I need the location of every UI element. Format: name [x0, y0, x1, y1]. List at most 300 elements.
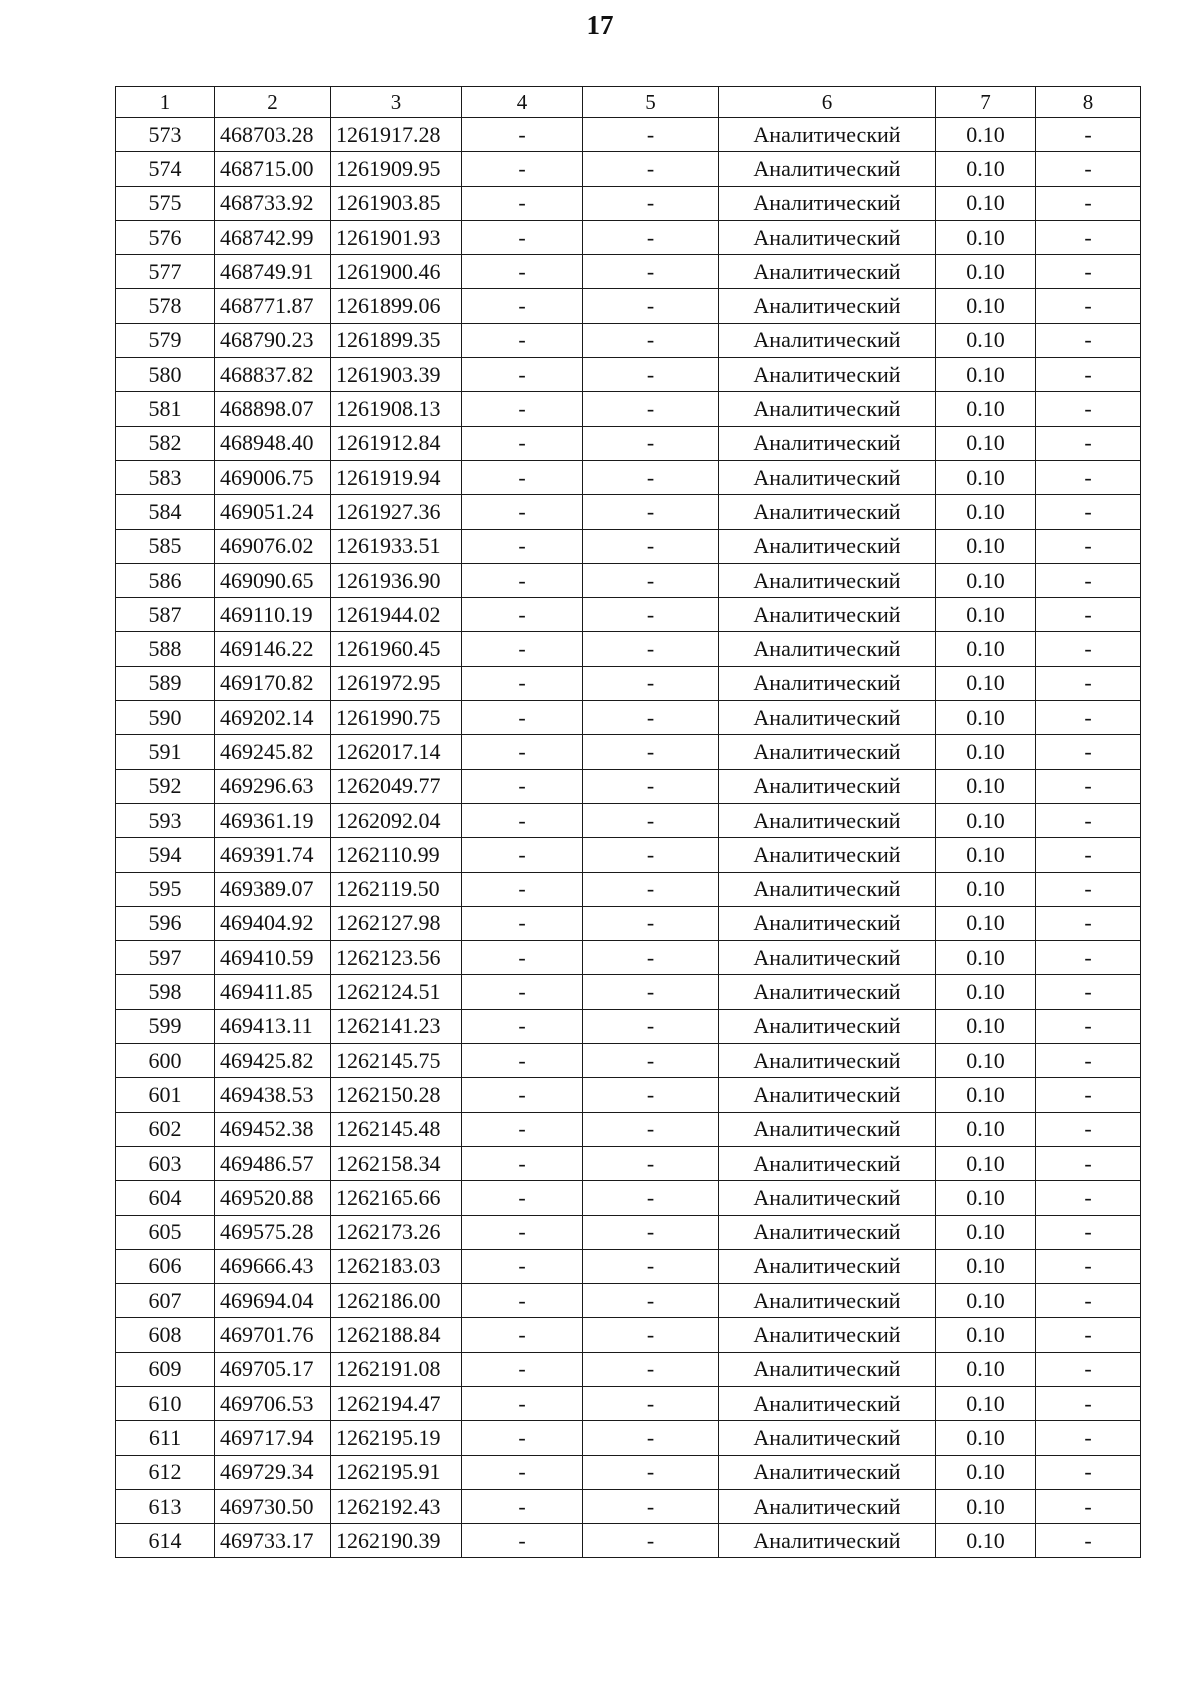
cell-col-8: - — [1036, 666, 1141, 700]
cell-col-4: - — [462, 1112, 583, 1146]
cell-col-8: - — [1036, 1284, 1141, 1318]
cell-col-8: - — [1036, 838, 1141, 872]
cell-accuracy: 0.10 — [936, 1318, 1036, 1352]
cell-accuracy: 0.10 — [936, 1146, 1036, 1180]
cell-point-number: 592 — [116, 769, 215, 803]
cell-accuracy: 0.10 — [936, 1009, 1036, 1043]
cell-x-coordinate: 469361.19 — [215, 803, 331, 837]
cell-point-number: 609 — [116, 1352, 215, 1386]
cell-method: Аналитический — [719, 358, 936, 392]
cell-col-8: - — [1036, 1421, 1141, 1455]
column-header-6: 6 — [719, 87, 936, 118]
cell-col-4: - — [462, 460, 583, 494]
cell-y-coordinate: 1262145.75 — [331, 1044, 462, 1078]
cell-col-4: - — [462, 255, 583, 289]
cell-x-coordinate: 469730.50 — [215, 1489, 331, 1523]
cell-col-5: - — [583, 1318, 719, 1352]
cell-y-coordinate: 1262150.28 — [331, 1078, 462, 1112]
cell-point-number: 605 — [116, 1215, 215, 1249]
cell-x-coordinate: 469717.94 — [215, 1421, 331, 1455]
cell-x-coordinate: 469170.82 — [215, 666, 331, 700]
cell-accuracy: 0.10 — [936, 872, 1036, 906]
cell-x-coordinate: 469051.24 — [215, 495, 331, 529]
cell-point-number: 611 — [116, 1421, 215, 1455]
cell-col-4: - — [462, 186, 583, 220]
cell-y-coordinate: 1261933.51 — [331, 529, 462, 563]
cell-x-coordinate: 468790.23 — [215, 323, 331, 357]
cell-x-coordinate: 469706.53 — [215, 1386, 331, 1420]
cell-col-8: - — [1036, 152, 1141, 186]
cell-y-coordinate: 1261900.46 — [331, 255, 462, 289]
cell-col-5: - — [583, 735, 719, 769]
table-row — [116, 1215, 1141, 1249]
cell-col-4: - — [462, 803, 583, 837]
cell-point-number: 589 — [116, 666, 215, 700]
column-header-3: 3 — [331, 87, 462, 118]
cell-x-coordinate: 468715.00 — [215, 152, 331, 186]
cell-col-5: - — [583, 460, 719, 494]
cell-col-4: - — [462, 769, 583, 803]
cell-method: Аналитический — [719, 289, 936, 323]
cell-col-4: - — [462, 358, 583, 392]
cell-col-5: - — [583, 392, 719, 426]
cell-y-coordinate: 1261903.85 — [331, 186, 462, 220]
cell-method: Аналитический — [719, 1044, 936, 1078]
cell-y-coordinate: 1262110.99 — [331, 838, 462, 872]
cell-y-coordinate: 1262017.14 — [331, 735, 462, 769]
cell-point-number: 586 — [116, 563, 215, 597]
table-row — [116, 838, 1141, 872]
cell-col-5: - — [583, 941, 719, 975]
cell-accuracy: 0.10 — [936, 735, 1036, 769]
cell-accuracy: 0.10 — [936, 1352, 1036, 1386]
cell-point-number: 604 — [116, 1181, 215, 1215]
table-row — [116, 118, 1141, 152]
table-row — [116, 563, 1141, 597]
cell-x-coordinate: 469404.92 — [215, 906, 331, 940]
cell-method: Аналитический — [719, 220, 936, 254]
cell-method: Аналитический — [719, 1489, 936, 1523]
cell-col-8: - — [1036, 1044, 1141, 1078]
cell-method: Аналитический — [719, 495, 936, 529]
cell-accuracy: 0.10 — [936, 529, 1036, 563]
cell-accuracy: 0.10 — [936, 1421, 1036, 1455]
table-row — [116, 426, 1141, 460]
cell-x-coordinate: 469146.22 — [215, 632, 331, 666]
cell-y-coordinate: 1262145.48 — [331, 1112, 462, 1146]
cell-point-number: 583 — [116, 460, 215, 494]
cell-point-number: 596 — [116, 906, 215, 940]
cell-y-coordinate: 1261990.75 — [331, 701, 462, 735]
cell-col-8: - — [1036, 1009, 1141, 1043]
cell-col-8: - — [1036, 735, 1141, 769]
cell-y-coordinate: 1261899.35 — [331, 323, 462, 357]
cell-method: Аналитический — [719, 1215, 936, 1249]
cell-col-4: - — [462, 323, 583, 357]
table-row — [116, 1078, 1141, 1112]
cell-col-4: - — [462, 838, 583, 872]
cell-point-number: 603 — [116, 1146, 215, 1180]
table-row — [116, 632, 1141, 666]
cell-point-number: 602 — [116, 1112, 215, 1146]
cell-x-coordinate: 469694.04 — [215, 1284, 331, 1318]
cell-y-coordinate: 1261903.39 — [331, 358, 462, 392]
cell-col-5: - — [583, 1112, 719, 1146]
cell-method: Аналитический — [719, 975, 936, 1009]
cell-y-coordinate: 1262123.56 — [331, 941, 462, 975]
cell-col-8: - — [1036, 1146, 1141, 1180]
table-row — [116, 186, 1141, 220]
cell-y-coordinate: 1262141.23 — [331, 1009, 462, 1043]
cell-col-4: - — [462, 152, 583, 186]
cell-col-5: - — [583, 118, 719, 152]
cell-col-4: - — [462, 392, 583, 426]
cell-x-coordinate: 469391.74 — [215, 838, 331, 872]
cell-col-4: - — [462, 1455, 583, 1489]
cell-point-number: 598 — [116, 975, 215, 1009]
column-header-5: 5 — [583, 87, 719, 118]
cell-accuracy: 0.10 — [936, 426, 1036, 460]
cell-x-coordinate: 469410.59 — [215, 941, 331, 975]
table-row — [116, 769, 1141, 803]
cell-col-5: - — [583, 1044, 719, 1078]
page-number: 17 — [586, 10, 614, 40]
cell-col-8: - — [1036, 1386, 1141, 1420]
cell-accuracy: 0.10 — [936, 1386, 1036, 1420]
cell-col-5: - — [583, 289, 719, 323]
cell-point-number: 601 — [116, 1078, 215, 1112]
cell-col-5: - — [583, 838, 719, 872]
cell-col-4: - — [462, 1284, 583, 1318]
cell-y-coordinate: 1262049.77 — [331, 769, 462, 803]
cell-accuracy: 0.10 — [936, 769, 1036, 803]
cell-y-coordinate: 1261917.28 — [331, 118, 462, 152]
cell-x-coordinate: 468703.28 — [215, 118, 331, 152]
cell-accuracy: 0.10 — [936, 1112, 1036, 1146]
cell-x-coordinate: 469090.65 — [215, 563, 331, 597]
cell-point-number: 573 — [116, 118, 215, 152]
cell-col-5: - — [583, 152, 719, 186]
cell-col-5: - — [583, 563, 719, 597]
table-row — [116, 872, 1141, 906]
cell-point-number: 597 — [116, 941, 215, 975]
cell-point-number: 614 — [116, 1524, 215, 1558]
cell-col-5: - — [583, 529, 719, 563]
cell-col-4: - — [462, 701, 583, 735]
cell-col-4: - — [462, 426, 583, 460]
cell-accuracy: 0.10 — [936, 701, 1036, 735]
cell-col-8: - — [1036, 289, 1141, 323]
cell-col-4: - — [462, 1249, 583, 1283]
cell-point-number: 574 — [116, 152, 215, 186]
table-body — [116, 118, 1141, 1558]
cell-col-8: - — [1036, 769, 1141, 803]
cell-col-8: - — [1036, 220, 1141, 254]
cell-point-number: 608 — [116, 1318, 215, 1352]
cell-accuracy: 0.10 — [936, 1078, 1036, 1112]
table-row — [116, 1318, 1141, 1352]
cell-y-coordinate: 1261960.45 — [331, 632, 462, 666]
cell-col-8: - — [1036, 598, 1141, 632]
cell-y-coordinate: 1261909.95 — [331, 152, 462, 186]
cell-accuracy: 0.10 — [936, 838, 1036, 872]
cell-y-coordinate: 1262158.34 — [331, 1146, 462, 1180]
cell-point-number: 590 — [116, 701, 215, 735]
table-row — [116, 392, 1141, 426]
cell-col-5: - — [583, 495, 719, 529]
cell-col-5: - — [583, 323, 719, 357]
cell-accuracy: 0.10 — [936, 1489, 1036, 1523]
cell-y-coordinate: 1261972.95 — [331, 666, 462, 700]
cell-y-coordinate: 1262194.47 — [331, 1386, 462, 1420]
cell-point-number: 593 — [116, 803, 215, 837]
table-row — [116, 323, 1141, 357]
cell-col-8: - — [1036, 872, 1141, 906]
cell-point-number: 576 — [116, 220, 215, 254]
cell-method: Аналитический — [719, 1524, 936, 1558]
cell-method: Аналитический — [719, 1318, 936, 1352]
cell-y-coordinate: 1262173.26 — [331, 1215, 462, 1249]
cell-x-coordinate: 469110.19 — [215, 598, 331, 632]
cell-x-coordinate: 468742.99 — [215, 220, 331, 254]
cell-y-coordinate: 1262190.39 — [331, 1524, 462, 1558]
column-header-4: 4 — [462, 87, 583, 118]
cell-point-number: 607 — [116, 1284, 215, 1318]
cell-col-5: - — [583, 769, 719, 803]
cell-accuracy: 0.10 — [936, 1249, 1036, 1283]
cell-method: Аналитический — [719, 1146, 936, 1180]
cell-point-number: 613 — [116, 1489, 215, 1523]
coordinates-table — [115, 86, 1141, 1558]
cell-method: Аналитический — [719, 1078, 936, 1112]
cell-accuracy: 0.10 — [936, 1524, 1036, 1558]
cell-x-coordinate: 468771.87 — [215, 289, 331, 323]
cell-col-5: - — [583, 666, 719, 700]
table-row — [116, 598, 1141, 632]
cell-col-8: - — [1036, 529, 1141, 563]
cell-col-4: - — [462, 632, 583, 666]
cell-method: Аналитический — [719, 1284, 936, 1318]
cell-method: Аналитический — [719, 1249, 936, 1283]
cell-col-8: - — [1036, 1181, 1141, 1215]
cell-method: Аналитический — [719, 1455, 936, 1489]
cell-accuracy: 0.10 — [936, 1215, 1036, 1249]
cell-col-8: - — [1036, 632, 1141, 666]
cell-y-coordinate: 1262165.66 — [331, 1181, 462, 1215]
cell-y-coordinate: 1261919.94 — [331, 460, 462, 494]
cell-method: Аналитический — [719, 598, 936, 632]
cell-method: Аналитический — [719, 906, 936, 940]
cell-col-8: - — [1036, 975, 1141, 1009]
cell-method: Аналитический — [719, 186, 936, 220]
cell-col-5: - — [583, 1215, 719, 1249]
cell-accuracy: 0.10 — [936, 1455, 1036, 1489]
table-row — [116, 1455, 1141, 1489]
cell-y-coordinate: 1261936.90 — [331, 563, 462, 597]
cell-accuracy: 0.10 — [936, 632, 1036, 666]
cell-col-4: - — [462, 1318, 583, 1352]
table-row — [116, 1146, 1141, 1180]
column-header-8: 8 — [1036, 87, 1141, 118]
cell-col-5: - — [583, 358, 719, 392]
cell-accuracy: 0.10 — [936, 906, 1036, 940]
cell-point-number: 595 — [116, 872, 215, 906]
cell-accuracy: 0.10 — [936, 358, 1036, 392]
cell-col-4: - — [462, 975, 583, 1009]
cell-col-4: - — [462, 529, 583, 563]
cell-point-number: 610 — [116, 1386, 215, 1420]
cell-x-coordinate: 469389.07 — [215, 872, 331, 906]
cell-col-8: - — [1036, 1078, 1141, 1112]
cell-accuracy: 0.10 — [936, 460, 1036, 494]
cell-y-coordinate: 1262127.98 — [331, 906, 462, 940]
table-row — [116, 495, 1141, 529]
table-row — [116, 152, 1141, 186]
cell-col-8: - — [1036, 392, 1141, 426]
cell-method: Аналитический — [719, 769, 936, 803]
cell-col-4: - — [462, 598, 583, 632]
cell-x-coordinate: 468898.07 — [215, 392, 331, 426]
cell-y-coordinate: 1261899.06 — [331, 289, 462, 323]
cell-col-5: - — [583, 1386, 719, 1420]
cell-col-5: - — [583, 1078, 719, 1112]
cell-x-coordinate: 469245.82 — [215, 735, 331, 769]
cell-accuracy: 0.10 — [936, 1181, 1036, 1215]
table-row — [116, 803, 1141, 837]
cell-col-8: - — [1036, 1455, 1141, 1489]
cell-accuracy: 0.10 — [936, 803, 1036, 837]
cell-method: Аналитический — [719, 392, 936, 426]
cell-x-coordinate: 468749.91 — [215, 255, 331, 289]
cell-point-number: 581 — [116, 392, 215, 426]
cell-accuracy: 0.10 — [936, 323, 1036, 357]
cell-col-5: - — [583, 1284, 719, 1318]
cell-point-number: 599 — [116, 1009, 215, 1043]
cell-x-coordinate: 469486.57 — [215, 1146, 331, 1180]
cell-point-number: 582 — [116, 426, 215, 460]
cell-col-4: - — [462, 872, 583, 906]
cell-col-5: - — [583, 1146, 719, 1180]
cell-accuracy: 0.10 — [936, 666, 1036, 700]
cell-x-coordinate: 469452.38 — [215, 1112, 331, 1146]
cell-y-coordinate: 1261908.13 — [331, 392, 462, 426]
cell-col-5: - — [583, 426, 719, 460]
cell-col-8: - — [1036, 426, 1141, 460]
cell-col-4: - — [462, 1044, 583, 1078]
cell-col-8: - — [1036, 803, 1141, 837]
cell-col-8: - — [1036, 1489, 1141, 1523]
cell-point-number: 594 — [116, 838, 215, 872]
cell-col-5: - — [583, 220, 719, 254]
cell-y-coordinate: 1262191.08 — [331, 1352, 462, 1386]
cell-method: Аналитический — [719, 735, 936, 769]
cell-col-5: - — [583, 1181, 719, 1215]
cell-accuracy: 0.10 — [936, 392, 1036, 426]
cell-col-5: - — [583, 872, 719, 906]
table-row — [116, 289, 1141, 323]
cell-col-5: - — [583, 598, 719, 632]
cell-point-number: 577 — [116, 255, 215, 289]
cell-col-4: - — [462, 118, 583, 152]
cell-y-coordinate: 1262092.04 — [331, 803, 462, 837]
cell-method: Аналитический — [719, 563, 936, 597]
table-row — [116, 1284, 1141, 1318]
cell-method: Аналитический — [719, 255, 936, 289]
cell-method: Аналитический — [719, 1009, 936, 1043]
cell-col-8: - — [1036, 255, 1141, 289]
cell-method: Аналитический — [719, 701, 936, 735]
cell-col-4: - — [462, 1181, 583, 1215]
cell-accuracy: 0.10 — [936, 118, 1036, 152]
cell-point-number: 600 — [116, 1044, 215, 1078]
cell-method: Аналитический — [719, 1352, 936, 1386]
cell-x-coordinate: 469575.28 — [215, 1215, 331, 1249]
cell-method: Аналитический — [719, 529, 936, 563]
cell-accuracy: 0.10 — [936, 598, 1036, 632]
cell-point-number: 588 — [116, 632, 215, 666]
table-row — [116, 1386, 1141, 1420]
cell-point-number: 580 — [116, 358, 215, 392]
table-row — [116, 460, 1141, 494]
cell-y-coordinate: 1262195.91 — [331, 1455, 462, 1489]
cell-x-coordinate: 469006.75 — [215, 460, 331, 494]
cell-x-coordinate: 469411.85 — [215, 975, 331, 1009]
cell-col-5: - — [583, 1249, 719, 1283]
cell-col-5: - — [583, 1489, 719, 1523]
cell-col-5: - — [583, 255, 719, 289]
cell-col-4: - — [462, 495, 583, 529]
cell-method: Аналитический — [719, 803, 936, 837]
table-header-row — [116, 87, 1141, 118]
cell-col-8: - — [1036, 1524, 1141, 1558]
cell-accuracy: 0.10 — [936, 186, 1036, 220]
cell-col-8: - — [1036, 495, 1141, 529]
cell-y-coordinate: 1262124.51 — [331, 975, 462, 1009]
cell-x-coordinate: 469666.43 — [215, 1249, 331, 1283]
cell-x-coordinate: 468733.92 — [215, 186, 331, 220]
cell-y-coordinate: 1261927.36 — [331, 495, 462, 529]
cell-method: Аналитический — [719, 666, 936, 700]
cell-x-coordinate: 469296.63 — [215, 769, 331, 803]
cell-col-8: - — [1036, 701, 1141, 735]
table-row — [116, 529, 1141, 563]
cell-method: Аналитический — [719, 323, 936, 357]
cell-col-5: - — [583, 803, 719, 837]
cell-col-4: - — [462, 1352, 583, 1386]
cell-point-number: 585 — [116, 529, 215, 563]
cell-x-coordinate: 468837.82 — [215, 358, 331, 392]
cell-point-number: 579 — [116, 323, 215, 357]
cell-col-8: - — [1036, 1318, 1141, 1352]
table-row — [116, 220, 1141, 254]
cell-x-coordinate: 469520.88 — [215, 1181, 331, 1215]
cell-col-8: - — [1036, 1112, 1141, 1146]
table-row — [116, 666, 1141, 700]
cell-x-coordinate: 469076.02 — [215, 529, 331, 563]
cell-x-coordinate: 469425.82 — [215, 1044, 331, 1078]
cell-point-number: 587 — [116, 598, 215, 632]
table-row — [116, 1112, 1141, 1146]
cell-method: Аналитический — [719, 1112, 936, 1146]
cell-y-coordinate: 1261944.02 — [331, 598, 462, 632]
cell-col-8: - — [1036, 1215, 1141, 1249]
cell-accuracy: 0.10 — [936, 255, 1036, 289]
cell-col-4: - — [462, 1146, 583, 1180]
table-row — [116, 701, 1141, 735]
cell-accuracy: 0.10 — [936, 495, 1036, 529]
table-row — [116, 255, 1141, 289]
cell-col-5: - — [583, 1524, 719, 1558]
